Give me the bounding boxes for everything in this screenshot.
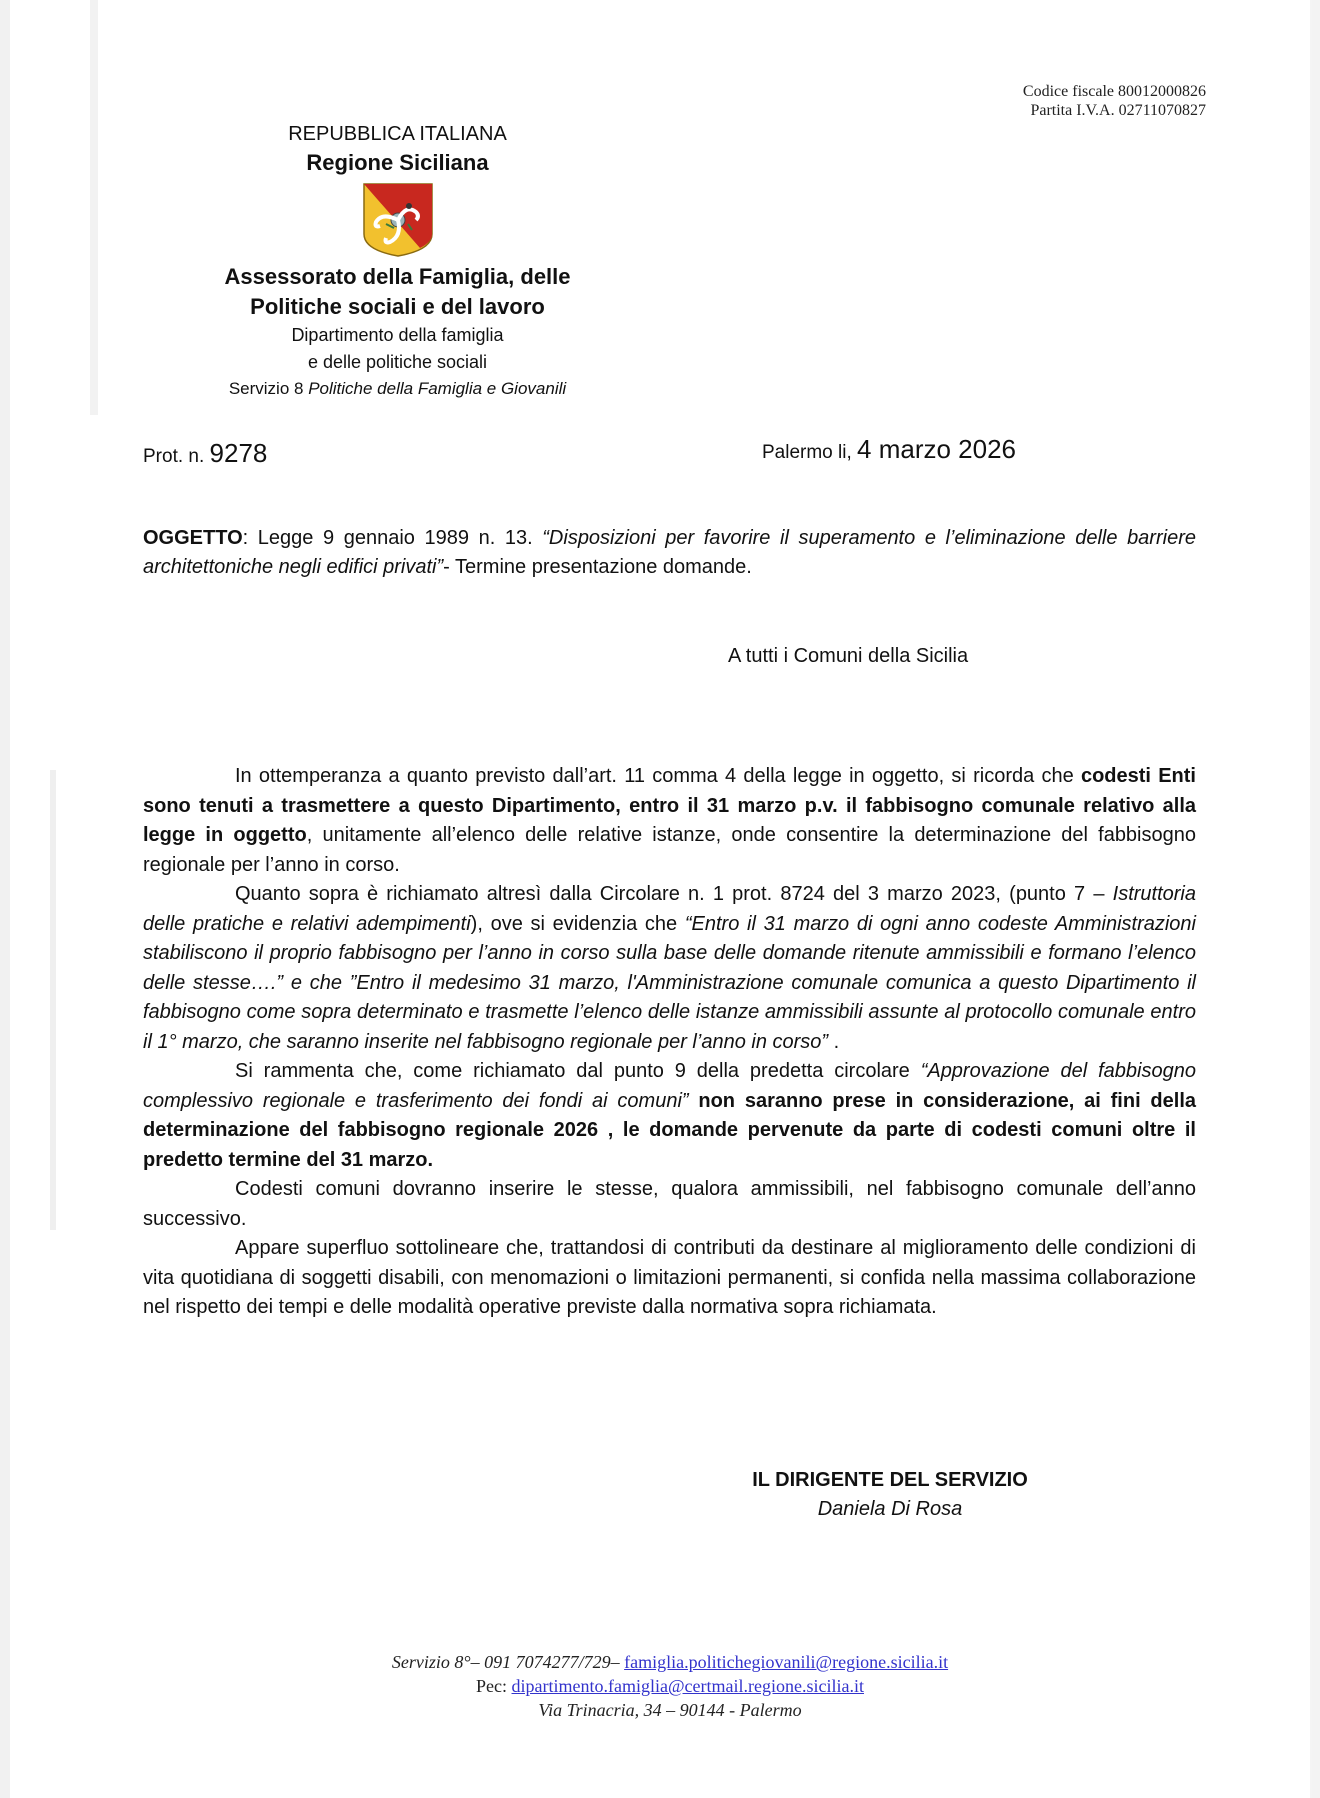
- letter-body: [143, 762, 1196, 1323]
- protocol-label: Prot. n.: [143, 446, 210, 467]
- protocol-value: 9278: [209, 438, 268, 468]
- place-date: [762, 434, 1016, 465]
- pec-label: Pec:: [476, 1676, 512, 1696]
- text: .: [828, 1030, 840, 1053]
- scan-right-edge: [1312, 0, 1320, 1798]
- paragraph-2: [143, 880, 1196, 1057]
- footer-address: Via Trinacria, 34 – 90144 - Palermo: [538, 1700, 802, 1720]
- text: Quanto sopra è richiamato altresì dalla Circolare n. 1 prot. 8724 del 3 marzo 2023, (punto 7 –: [235, 883, 1113, 905]
- email-link[interactable]: famiglia.politichegiovanili@regione.sicilia.it: [624, 1652, 949, 1672]
- document-page: [10, 0, 1310, 1798]
- italic-text: Istruttoria delle pratiche e relativi adempimenti: [143, 883, 1196, 935]
- department-line-2: e delle politiche sociali: [307, 352, 488, 372]
- scan-left-edge: [0, 0, 10, 1798]
- footer-line-2: [260, 1674, 1080, 1698]
- text: , unitamente all’elenco delle relative istanze, onde consentire la determinazione del fabbisogno regionale per l’anno in corso.: [143, 824, 1196, 876]
- service-phone: Servizio 8°– 091 7074277/729–: [391, 1652, 625, 1672]
- signature-block: [670, 1466, 1110, 1524]
- paragraph-4: Codesti comuni dovranno inserire le stesse, qualora ammissibili, nel fabbisogno comunale dell’anno successivo.: [143, 1178, 1196, 1230]
- service-prefix: Servizio 8: [228, 379, 309, 398]
- italic-quote: “Approvazione del fabbisogno complessivo regionale e trasferimento dei fondi ai comuni”: [143, 1060, 1196, 1112]
- tax-codes: [940, 82, 1206, 120]
- signer-title: IL DIRIGENTE DEL SERVIZIO: [752, 1469, 1028, 1491]
- service-line: [160, 376, 635, 402]
- codice-fiscale: Codice fiscale 80012000826: [1022, 83, 1206, 100]
- recipient: A tutti i Comuni della Sicilia: [728, 645, 969, 667]
- signer-name: Daniela Di Rosa: [817, 1498, 963, 1520]
- italic-quote: “Entro il 31 marzo di ogni anno codeste Amministrazioni stabiliscono il proprio fabbisogno per l’anno in corso sulla base delle domande ritenute ammissibili e formano l’elenco delle stesse….” e che ”Entro il medesimo 31 marzo, l'Amministrazione comunale comunica a questo Dipartimento il fabbisogno come sopra determinato e trasmette l’elenco delle istanze ammissibili assunte al protocollo comunale entro il 1° marzo, che saranno inserite nel fabbisogno regionale per l’anno in corso”: [143, 912, 1197, 1053]
- sicily-coat-of-arms-icon: [362, 182, 434, 258]
- subject-tail: - Termine presentazione domande.: [443, 556, 752, 578]
- scan-shadow: [50, 770, 56, 1230]
- subject-line: [143, 524, 1196, 582]
- scan-shadow: [90, 0, 98, 415]
- partita-iva: Partita I.V.A. 02711070827: [1030, 102, 1206, 119]
- republic-title: REPUBBLICA ITALIANA: [288, 123, 507, 145]
- pec-email-link[interactable]: dipartimento.famiglia@certmail.regione.sicilia.it: [511, 1676, 864, 1696]
- text: ), ove si evidenzia che: [470, 912, 685, 935]
- letter-date: 4 marzo 2026: [857, 434, 1017, 464]
- region-title: Regione Siciliana: [306, 150, 489, 175]
- paragraph-5: Appare superfluo sottolineare che, trattandosi di contributi da destinare al miglioramento delle condizioni di vita quotidiana di soggetti disabili, con menomazioni o limitazioni permanenti, si confida nella massima collaborazione nel rispetto dei tempi e delle modalità operative previste dalla normativa sopra richiamata.: [143, 1237, 1196, 1318]
- footer-line-1: [260, 1650, 1080, 1674]
- assessorato-line-2: Politiche sociali e del lavoro: [250, 294, 545, 319]
- bold-text: non saranno prese in considerazione, ai fini della determinazione del fabbisogno regionale 2026 , le domande pervenute da parte di codesti comuni oltre il predetto termine del 31 marzo.: [143, 1089, 1197, 1171]
- subject-law: : Legge 9 gennaio 1989 n. 13.: [242, 527, 543, 549]
- letterhead: [160, 120, 635, 402]
- text: Si rammenta che, come richiamato dal punto 9 della predetta circolare: [235, 1060, 921, 1082]
- assessorato-line-1: Assessorato della Famiglia, delle: [224, 264, 571, 289]
- paragraph-1: [143, 762, 1196, 880]
- department-line-1: Dipartimento della famiglia: [291, 325, 504, 345]
- protocol-number: [143, 438, 267, 469]
- place-label: Palermo li,: [762, 442, 858, 463]
- bold-text: codesti Enti sono tenuti a trasmettere a questo Dipartimento, entro il 31 marzo p.v. il fabbisogno comunale relativo alla legge in oggetto: [143, 765, 1196, 846]
- service-name: Politiche della Famiglia e Giovanili: [308, 379, 567, 398]
- subject-label: OGGETTO: [143, 527, 243, 549]
- footer-contacts: [260, 1650, 1080, 1722]
- text: In ottemperanza a quanto previsto dall’art. 11 comma 4 della legge in oggetto, si ricorda che: [235, 765, 1081, 787]
- subject-law-title: “Disposizioni per favorire il superamento e l’eliminazione delle barriere architettoniche negli edifici privati”: [143, 527, 1196, 578]
- paragraph-3: [143, 1057, 1196, 1175]
